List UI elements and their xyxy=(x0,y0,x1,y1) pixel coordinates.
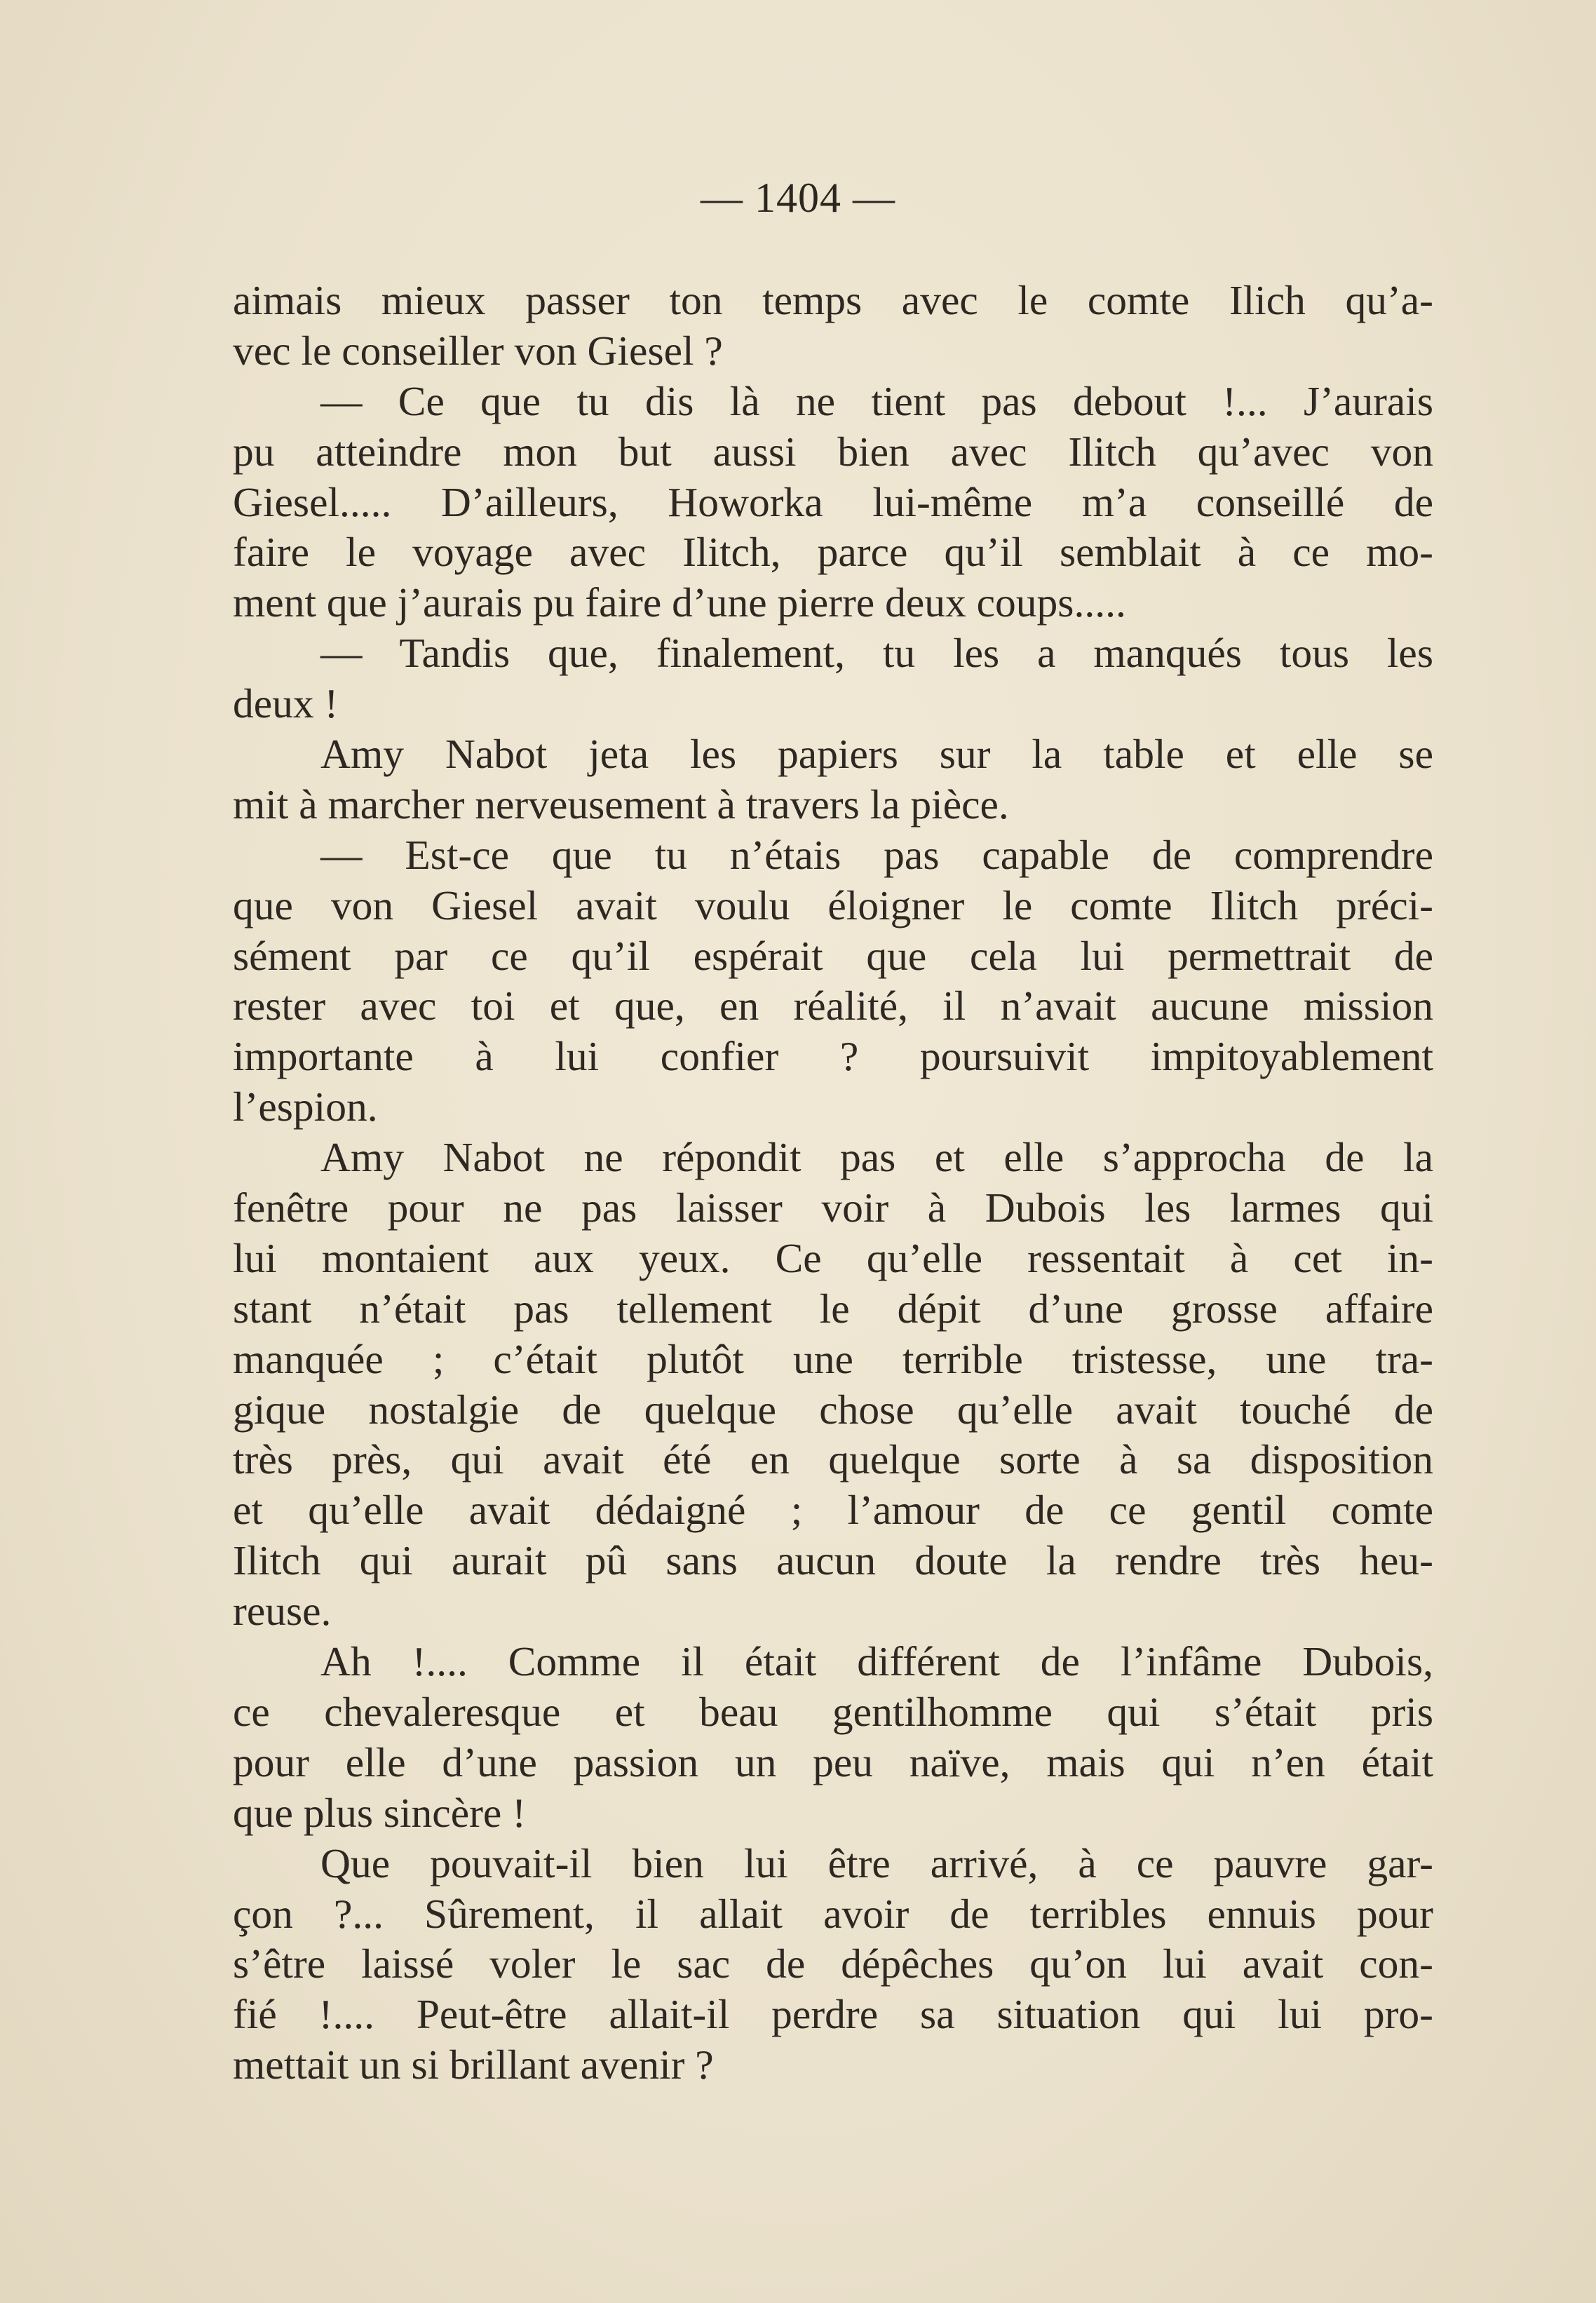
page-number: — 1404 — xyxy=(701,175,895,221)
text-line: reuse. xyxy=(233,1588,332,1635)
text-line: et qu’elle avait dédaigné ; l’amour de ce gentil comte xyxy=(233,1487,1433,1534)
text-line: manquée ; c’était plutôt une terrible tristesse, une tra- xyxy=(233,1335,1433,1382)
text-line: que plus sincère ! xyxy=(233,1789,527,1836)
text-line: lui montaient aux yeux. Ce qu’elle ressentait à cet in- xyxy=(233,1234,1433,1281)
text-line: ce chevaleresque et beau gentilhomme qui s’était pris xyxy=(233,1688,1433,1735)
text-line: rester avec toi et que, en réalité, il n’avait aucune mission xyxy=(233,982,1433,1029)
text-line: vec le conseiller von Giesel ? xyxy=(233,327,723,374)
text-line: s’être laissé voler le sac de dépêches qu’on lui avait con- xyxy=(233,1940,1433,1987)
text-line: — Ce que tu dis là ne tient pas debout !... J’aurais xyxy=(320,377,1433,424)
text-line: très près, qui avait été en quelque sorte à sa disposition xyxy=(233,1436,1433,1483)
text-line: çon ?... Sûrement, il allait avoir de terribles ennuis pour xyxy=(233,1890,1433,1937)
text-line: Ilitch qui aurait pû sans aucun doute la rendre très heu- xyxy=(233,1537,1433,1584)
text-line: ment que j’aurais pu faire d’une pierre deux coups..... xyxy=(233,579,1126,626)
text-line: mit à marcher nerveusement à travers la pièce. xyxy=(233,781,1009,828)
text-line: — Est-ce que tu n’étais pas capable de comprendre xyxy=(320,831,1433,878)
text-line: Amy Nabot jeta les papiers sur la table et elle se xyxy=(320,731,1433,778)
text-line: aimais mieux passer ton temps avec le comte Ilich qu’a- xyxy=(233,277,1433,323)
text-body xyxy=(233,276,1433,2091)
text-line: faire le voyage avec Ilitch, parce qu’il semblait à ce mo- xyxy=(233,529,1433,576)
text-line: que von Giesel avait voulu éloigner le comte Ilitch préci- xyxy=(233,882,1433,928)
text-line: pour elle d’une passion un peu naïve, mais qui n’en était xyxy=(233,1738,1433,1785)
text-line: sément par ce qu’il espérait que cela lui permettrait de xyxy=(233,932,1433,979)
text-line: pu atteindre mon but aussi bien avec Ilitch qu’avec von xyxy=(233,428,1433,475)
text-line: deux ! xyxy=(233,680,339,727)
text-line: Ah !.... Comme il était différent de l’infâme Dubois, xyxy=(320,1638,1433,1685)
text-line: stant n’était pas tellement le dépit d’une grosse affaire xyxy=(233,1285,1433,1332)
text-line: Amy Nabot ne répondit pas et elle s’approcha de la xyxy=(320,1134,1433,1181)
text-line: Giesel..... D’ailleurs, Howorka lui-même m’a conseillé de xyxy=(233,478,1433,525)
text-line: fié !.... Peut-être allait-il perdre sa situation qui lui pro- xyxy=(233,1991,1433,2038)
text-line: l’espion. xyxy=(233,1083,378,1130)
text-line: mettait un si brillant avenir ? xyxy=(233,2041,714,2088)
text-line: fenêtre pour ne pas laisser voir à Dubois les larmes qui xyxy=(233,1184,1433,1231)
text-line: Que pouvait-il bien lui être arrivé, à ce pauvre gar- xyxy=(320,1839,1433,1886)
text-line: — Tandis que, finalement, tu les a manqués tous les xyxy=(320,630,1433,677)
text-line: importante à lui confier ? poursuivit impitoyablement xyxy=(233,1033,1433,1080)
text-line: gique nostalgie de quelque chose qu’elle avait touché de xyxy=(233,1386,1433,1433)
